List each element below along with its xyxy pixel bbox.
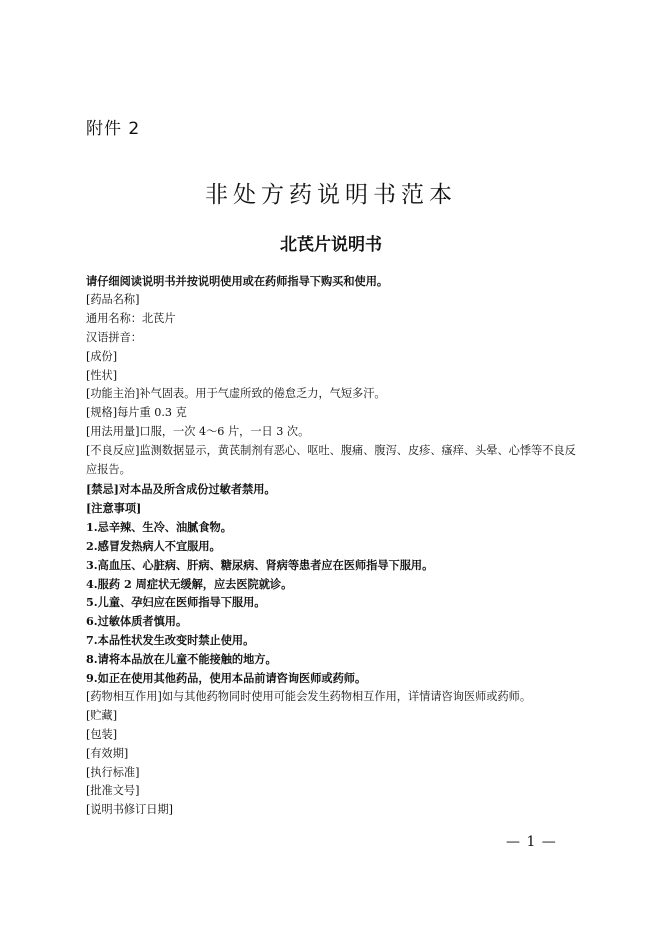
precaution-1: 1.忌辛辣、生冷、油腻食物。	[86, 519, 232, 534]
drug-interactions: [药物相互作用]如与其他药物同时使用可能会发生药物相互作用，详情请咨询医师或药师。	[86, 689, 532, 703]
generic-name: 通用名称：北芪片	[86, 311, 176, 325]
leaflet-title: 北芪片说明书	[280, 235, 382, 255]
adverse-reactions: [不良反应]监测数据显示，黄芪制剂有恶心、呕吐、腹痛、腹泻、皮疹、瘙痒、头晕、心悸等不良反应报告。	[86, 444, 576, 477]
description-heading: [性状]	[86, 368, 118, 382]
leaflet-body	[86, 272, 580, 820]
precaution-3: 3.高血压、心脏病、肝病、糖尿病、肾病等患者应在医师指导下服用。	[86, 557, 434, 572]
precaution-9: 9.如正在使用其他药品，使用本品前请咨询医师或药师。	[86, 671, 367, 686]
document-title: 非处方药说明书范本	[205, 182, 457, 208]
precaution-2: 2.感冒发热病人不宜服用。	[86, 538, 221, 553]
precaution-6: 6.过敏体质者慎用。	[86, 614, 188, 629]
contraindications: [禁忌]对本品及所含成份过敏者禁用。	[86, 481, 276, 496]
standard-heading: [执行标准]	[86, 765, 140, 779]
packaging-heading: [包装]	[86, 727, 118, 741]
drug-name-heading: [药品名称]	[86, 292, 140, 306]
indications: [功能主治]补气固表。用于气虚所致的倦怠乏力，气短多汗。	[86, 387, 386, 401]
attachment-label: 附件 2	[86, 119, 141, 139]
page-number: — 1 —	[506, 834, 557, 850]
precaution-7: 7.本品性状发生改变时禁止使用。	[86, 633, 255, 648]
precaution-5: 5.儿童、孕妇应在医师指导下服用。	[86, 595, 266, 610]
ingredients-heading: [成份]	[86, 349, 118, 363]
approval-number-heading: [批准文号]	[86, 784, 140, 798]
precaution-4: 4.服药 2 周症状无缓解，应去医院就诊。	[86, 576, 293, 591]
precaution-8: 8.请将本品放在儿童不能接触的地方。	[86, 652, 277, 667]
revision-date-heading: [说明书修订日期]	[86, 803, 174, 817]
specification: [规格]每片重 0.3 克	[86, 406, 187, 420]
pinyin-name: 汉语拼音：	[86, 330, 142, 344]
instruction-note: 请仔细阅读说明书并按说明使用或在药师指导下购买和使用。	[86, 274, 389, 288]
precautions-heading: [注意事项]	[86, 500, 142, 515]
dosage: [用法用量]口服，一次 4～6 片，一日 3 次。	[86, 425, 310, 439]
shelf-life-heading: [有效期]	[86, 746, 129, 760]
storage-heading: [贮藏]	[86, 708, 118, 722]
